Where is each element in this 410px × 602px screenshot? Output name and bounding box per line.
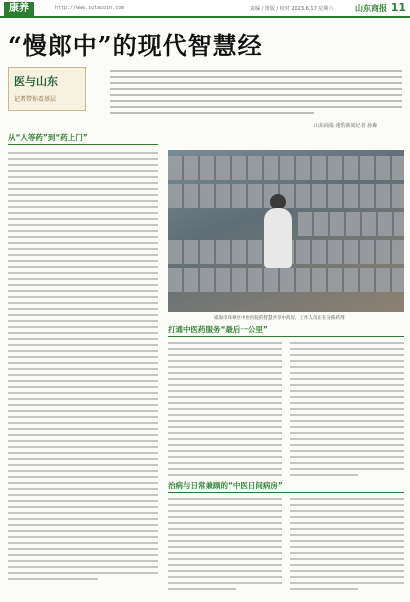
byline: 山东商报·速豹新闻记者 孙森 bbox=[314, 123, 378, 129]
site-url: http://www.sutacoin.com bbox=[55, 5, 125, 11]
paper-name: 山东商报 bbox=[355, 4, 387, 13]
column-2-text bbox=[168, 342, 282, 480]
column-4-text bbox=[168, 498, 282, 594]
column-5-text bbox=[290, 498, 404, 594]
section-heading-1-text: 从“人等药”到“药上门” bbox=[8, 133, 88, 142]
section-heading-3 bbox=[168, 480, 404, 493]
logo-subtitle: 记者带你看基层 bbox=[14, 96, 57, 103]
section-heading-3-text: 治病与日常兼顾的“中医日间病房” bbox=[168, 481, 283, 490]
section-heading-1 bbox=[8, 132, 158, 145]
section-heading-2-text: 打通中医药服务“最后一公里” bbox=[168, 325, 268, 334]
issue-meta: 责编 / 排版 / 校对 2023.6.17 星期六 bbox=[250, 6, 334, 12]
section-tag: 康养 bbox=[4, 2, 34, 16]
section-heading-2 bbox=[168, 324, 404, 337]
photo-caption: 威海市环翠区中医医院的智慧共享中药房，工作人员正在分拣药剂 bbox=[214, 316, 345, 321]
page-number: 11 bbox=[390, 1, 406, 14]
logo-title: 医与山东 bbox=[14, 75, 58, 88]
worker-figure bbox=[264, 208, 292, 268]
column-1-text bbox=[8, 152, 158, 584]
column-3-text bbox=[290, 342, 404, 480]
column-logo bbox=[8, 67, 86, 111]
pharmacy-photo bbox=[168, 150, 404, 312]
masthead bbox=[0, 0, 410, 18]
page-headline: “慢郎中”的现代智慧经 bbox=[8, 31, 263, 60]
intro-paragraph bbox=[110, 70, 402, 118]
